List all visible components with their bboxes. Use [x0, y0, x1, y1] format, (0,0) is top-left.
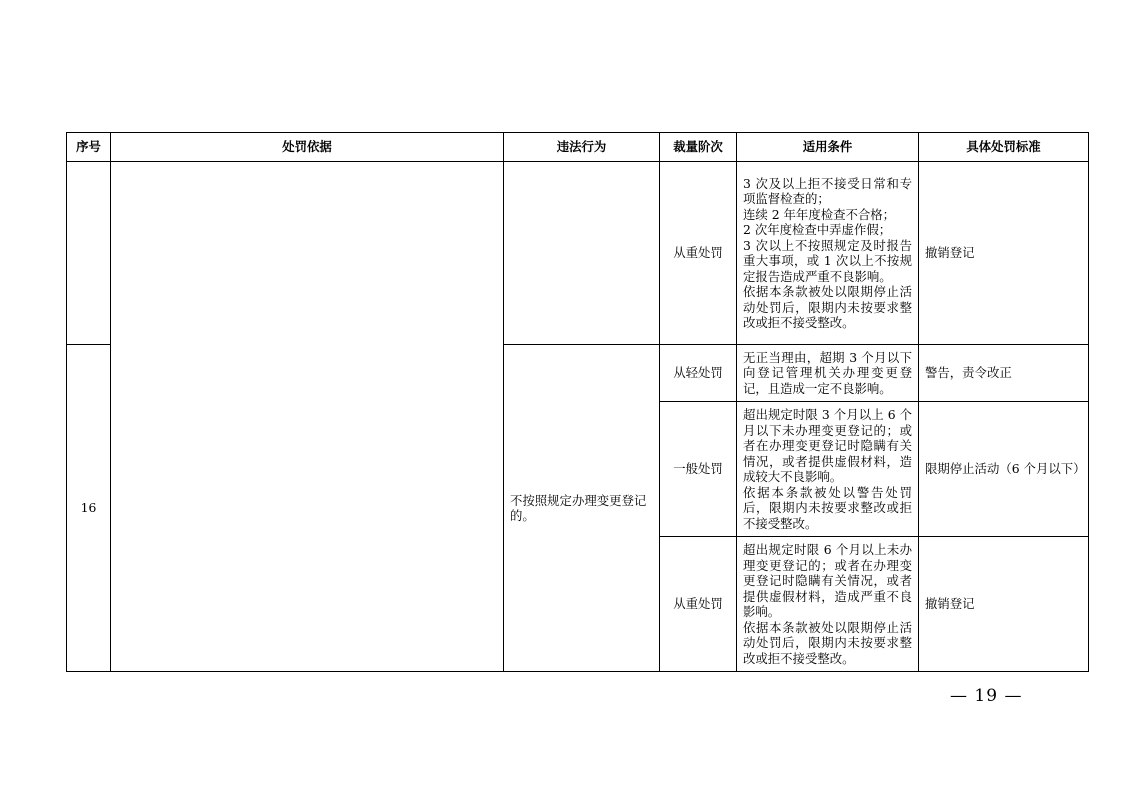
header-act: 违法行为	[504, 133, 660, 162]
condition-line: 2 次年度检查中弄虚作假；	[743, 222, 892, 237]
header-basis: 处罚依据	[111, 133, 504, 162]
condition-cell	[737, 402, 919, 537]
condition-line: 无正当理由，超期 3 个月以下向登记管理机关办理变更登记，且造成一定不良影响。	[743, 349, 912, 396]
level-cell: 从重处罚	[660, 162, 737, 345]
condition-line: 超出规定时限 6 个月以上未办理变更登记的；或者在办理变更登记时隐瞒有关情况，或者提供虚假材料，造成严重不良影响。	[743, 542, 912, 619]
level-cell: 一般处罚	[660, 402, 737, 537]
act-cell: 不按照规定办理变更登记的。	[504, 345, 660, 672]
level-cell: 从轻处罚	[660, 345, 737, 402]
level-cell: 从重处罚	[660, 537, 737, 672]
page-number: — 19 —	[950, 686, 1023, 706]
condition-line: 依据本条款被处以限期停止活动处罚后，限期内未按要求整改或拒不接受整改。	[743, 619, 912, 666]
condition-line: 依据本条款被处以限期停止活动处罚后，限期内未按要求整改或拒不接受整改。	[743, 284, 912, 330]
header-level: 裁量阶次	[660, 133, 737, 162]
condition-line: 3 次以上不按照规定及时报告重大事项，或 1 次以上不按规定报告造成严重不良影响。	[743, 237, 912, 284]
seq-cell: 16	[67, 345, 111, 672]
condition-cell	[737, 162, 919, 345]
header-cond: 适用条件	[737, 133, 919, 162]
header-std: 具体处罚标准	[919, 133, 1089, 162]
seq-cell	[67, 162, 111, 345]
basis-cell	[111, 162, 504, 672]
condition-line: 3 次及以上拒不接受日常和专项监督检查的；	[743, 175, 912, 206]
condition-line: 超出规定时限 3 个月以上 6 个月以下未办理变更登记的；或者在办理变更登记时隐瞒有关情况，或者提供虚假材料，造成较大不良影响。	[743, 407, 912, 484]
standard-cell: 撤销登记	[919, 537, 1089, 672]
table-row	[67, 162, 1089, 345]
header-seq: 序号	[67, 133, 111, 162]
condition-cell	[737, 345, 919, 402]
penalty-table	[66, 132, 1089, 672]
act-cell	[504, 162, 660, 345]
standard-cell: 限期停止活动（6 个月以下）	[919, 402, 1089, 537]
condition-line: 依据本条款被处以警告处罚后，限期内未按要求整改或拒不接受整改。	[743, 484, 912, 531]
standard-cell: 撤销登记	[919, 162, 1089, 345]
standard-cell: 警告，责令改正	[919, 345, 1089, 402]
table-header-row	[67, 133, 1089, 162]
condition-cell	[737, 537, 919, 672]
condition-line: 连续 2 年年度检查不合格；	[743, 206, 896, 222]
